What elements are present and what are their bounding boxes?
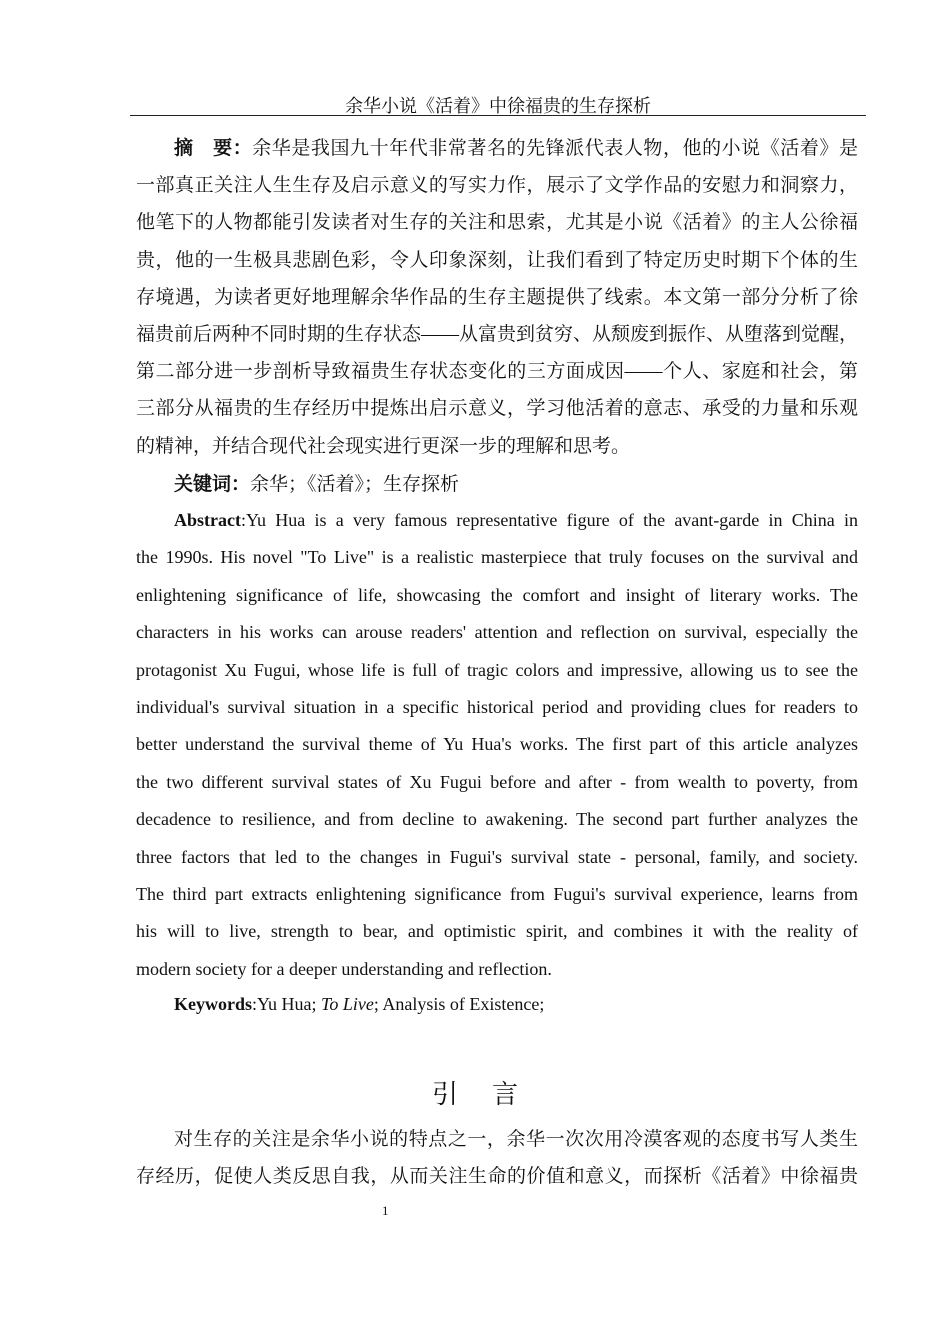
abstract-en-line: The third part extracts enlightening significance from Fugui's survival experience, learns from [136,884,858,904]
keywords-en-1: Yu Hua; [257,994,322,1014]
abstract-en-label: Abstract [174,510,241,530]
abstract-cn-line: 存境遇，为读者更好地理解余华作品的生存主题提供了线索。本文第一部分分析了徐 [136,286,858,308]
keywords-cn-label: 关键词 [174,474,232,495]
header-rule [130,115,866,116]
abstract-cn-line: 第二部分进一步剖析导致福贵生存状态变化的三方面成因——个人、家庭和社会，第 [136,361,858,383]
keywords-cn [174,473,896,497]
abstract-cn-text: 余华是我国九十年代非常著名的先锋派代表人物，他的小说《活着》是 [252,138,858,159]
abstract-en-line: the 1990s. His novel "To Live" is a realistic masterpiece that truly focuses on the survival and [136,547,858,568]
abstract-en-line: individual's survival situation in a specific historical period and providing clues for readers to [136,697,858,717]
abstract-en-line: his will to live, strength to bear, and optimistic spirit, and combines it with the reality of [136,921,858,942]
intro-line: 存经历，促使人类反思自我，从而关注生命的价值和意义，而探析《活着》中徐福贵 [136,1166,858,1187]
abstract-cn-line: 三部分从福贵的生存经历中提炼出启示意义，学习他活着的意志、承受的力量和乐观 [136,398,858,420]
abstract-en-text: Yu Hua is a very famous representative figure of the avant-garde in China in [246,510,858,530]
abstract-cn-line: 贵，他的一生极具悲剧色彩，令人印象深刻，让我们看到了特定历史时期下个体的生 [136,249,858,271]
abstract-cn-line: 他笔下的人物都能引发读者对生存的关注和思索，尤其是小说《活着》的主人公徐福 [136,212,858,234]
keywords-en-sep: : [252,994,258,1014]
abstract-cn-line: 福贵前后两种不同时期的生存状态——从富贵到贫穷、从颓废到振作、从堕落到觉醒， [136,324,859,345]
keywords-en [174,992,896,1016]
keywords-cn-sep: ： [231,474,251,495]
abstract-en-sep: : [240,510,246,530]
abstract-en-line: modern society for a deeper understanding and reflection. [136,958,552,979]
abstract-en-line: the two different survival states of Xu Fugui before and after - from wealth to poverty, from [136,771,858,792]
abstract-cn-line [174,137,858,161]
abstract-cn-line: 一部真正关注人生生存及启示意义的写实力作，展示了文学作品的安慰力和洞察力， [136,175,858,197]
keywords-en-label: Keywords [174,994,252,1014]
abstract-cn-sep: ： [232,138,253,159]
abstract-en-line: characters in his works can arouse readers' attention and reflection on survival, especially the [136,622,858,643]
abstract-en-line: protagonist Xu Fugui, whose life is full of tragic colors and impressive, allowing us to see the [136,659,858,680]
section-heading-intro: 引言 [431,1080,552,1109]
abstract-en-line: enlightening significance of life, showcasing the comfort and insight of literary works. The [136,584,858,605]
running-header: 余华小说《活着》中徐福贵的生存探析 [345,96,651,116]
abstract-en-line: decadence to resilience, and from decline to awakening. The second part further analyzes the [136,809,858,830]
abstract-en-line [174,508,858,532]
keywords-cn-value: 余华；《活着》；生存探析 [250,474,460,495]
keywords-en-2: To Live [321,994,374,1014]
abstract-en-line: three factors that led to the changes in Fugui's survival state - personal, family, and society. [136,846,858,867]
abstract-en-line: better understand the survival theme of Yu Hua's works. The first part of this article analyzes [136,734,858,755]
abstract-cn-label: 摘 要 [174,138,233,159]
keywords-en-3: ; Analysis of Existence; [373,994,545,1014]
intro-line: 对生存的关注是余华小说的特点之一，余华一次次用冷漠客观的态度书写人类生 [174,1129,858,1150]
abstract-cn-line: 的精神，并结合现代社会现实进行更深一步的理解和思考。 [136,435,631,457]
page-number: 1 [382,1203,389,1218]
